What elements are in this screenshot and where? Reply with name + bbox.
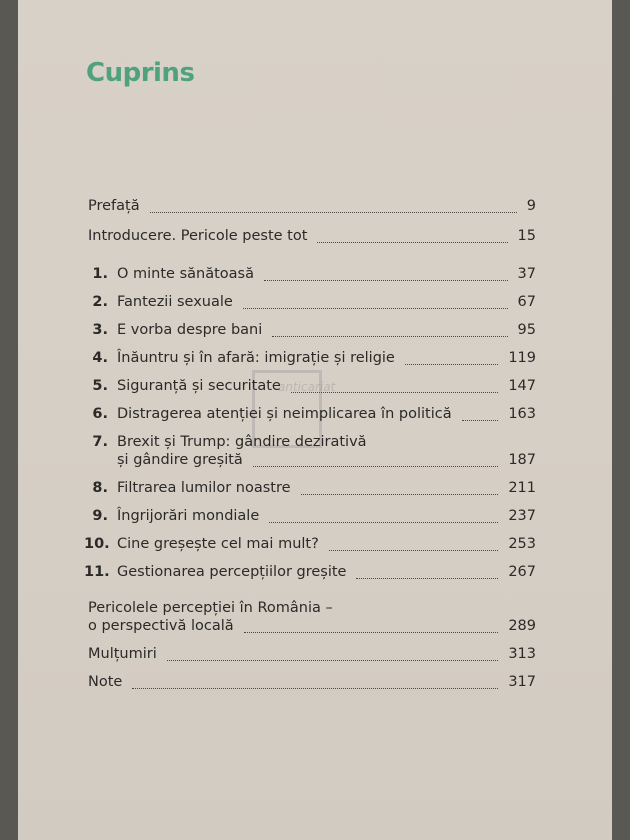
- chapter-number: 9.: [92, 508, 108, 524]
- entry-title: Brexit și Trump: gândire dezirativă: [117, 434, 367, 450]
- entry-title: E vorba despre bani: [117, 322, 263, 338]
- page-number: 211: [508, 480, 536, 496]
- chapter-number: 10.: [84, 536, 110, 552]
- page-number: 237: [508, 508, 536, 524]
- dot-leader: [244, 632, 499, 633]
- entry-title: și gândire greșită: [117, 452, 243, 468]
- entry-title: Distragerea atenției și neimplicarea în politică: [117, 406, 452, 422]
- entry-title: Note: [88, 674, 123, 690]
- dot-leader: [462, 420, 499, 421]
- page-title: Cuprins: [86, 58, 195, 88]
- dot-leader: [272, 336, 507, 337]
- chapter-number: 4.: [92, 350, 108, 366]
- page-number: 37: [517, 266, 536, 282]
- page-number: 317: [508, 674, 536, 690]
- chapter-number: 2.: [92, 294, 108, 310]
- page-number: 9: [526, 198, 536, 214]
- entry-title: O minte sănătoasă: [117, 266, 254, 282]
- entry-title: Gestionarea percepțiilor greșite: [117, 564, 347, 580]
- dot-leader: [253, 466, 499, 467]
- dot-leader: [301, 494, 499, 495]
- dot-leader: [132, 688, 498, 689]
- page-number: 289: [508, 618, 536, 634]
- entry-title: Siguranță și securitate: [117, 378, 281, 394]
- dot-leader: [329, 550, 499, 551]
- chapter-number: 8.: [92, 480, 108, 496]
- entry-title: Mulțumiri: [88, 646, 157, 662]
- page-number: 67: [517, 294, 536, 310]
- dot-leader: [269, 522, 498, 523]
- page-number: 253: [508, 536, 536, 552]
- dot-leader: [264, 280, 508, 281]
- chapter-number: 7.: [92, 434, 108, 450]
- chapter-number: 1.: [92, 266, 108, 282]
- chapter-number: 6.: [92, 406, 108, 422]
- dot-leader: [243, 308, 508, 309]
- chapter-number: 5.: [92, 378, 108, 394]
- chapter-number: 3.: [92, 322, 108, 338]
- page-number: 163: [508, 406, 536, 422]
- dot-leader: [150, 212, 517, 213]
- entry-title: Filtrarea lumilor noastre: [117, 480, 291, 496]
- entry-title: Pericolele percepției în România –: [88, 600, 333, 616]
- dot-leader: [167, 660, 499, 661]
- dot-leader: [317, 242, 507, 243]
- entry-title: Îngrijorări mondiale: [117, 508, 260, 524]
- dot-leader: [405, 364, 498, 365]
- page-number: 187: [508, 452, 536, 468]
- entry-title: Prefață: [88, 198, 140, 214]
- entry-title: Înăuntru și în afară: imigrație și religie: [117, 350, 395, 366]
- entry-title: o perspectivă locală: [88, 618, 234, 634]
- page-number: 15: [517, 228, 536, 244]
- dot-leader: [291, 392, 498, 393]
- page-number: 95: [517, 322, 536, 338]
- entry-title: Fantezii sexuale: [117, 294, 233, 310]
- watermark-text: anticariat: [278, 380, 336, 394]
- entry-title: Cine greșește cel mai mult?: [117, 536, 319, 552]
- page-number: 119: [508, 350, 536, 366]
- book-page: [18, 0, 612, 840]
- page-number: 147: [508, 378, 536, 394]
- page-number: 267: [508, 564, 536, 580]
- dot-leader: [356, 578, 498, 579]
- chapter-number: 11.: [84, 564, 110, 580]
- page-number: 313: [508, 646, 536, 662]
- entry-title: Introducere. Pericole peste tot: [88, 228, 308, 244]
